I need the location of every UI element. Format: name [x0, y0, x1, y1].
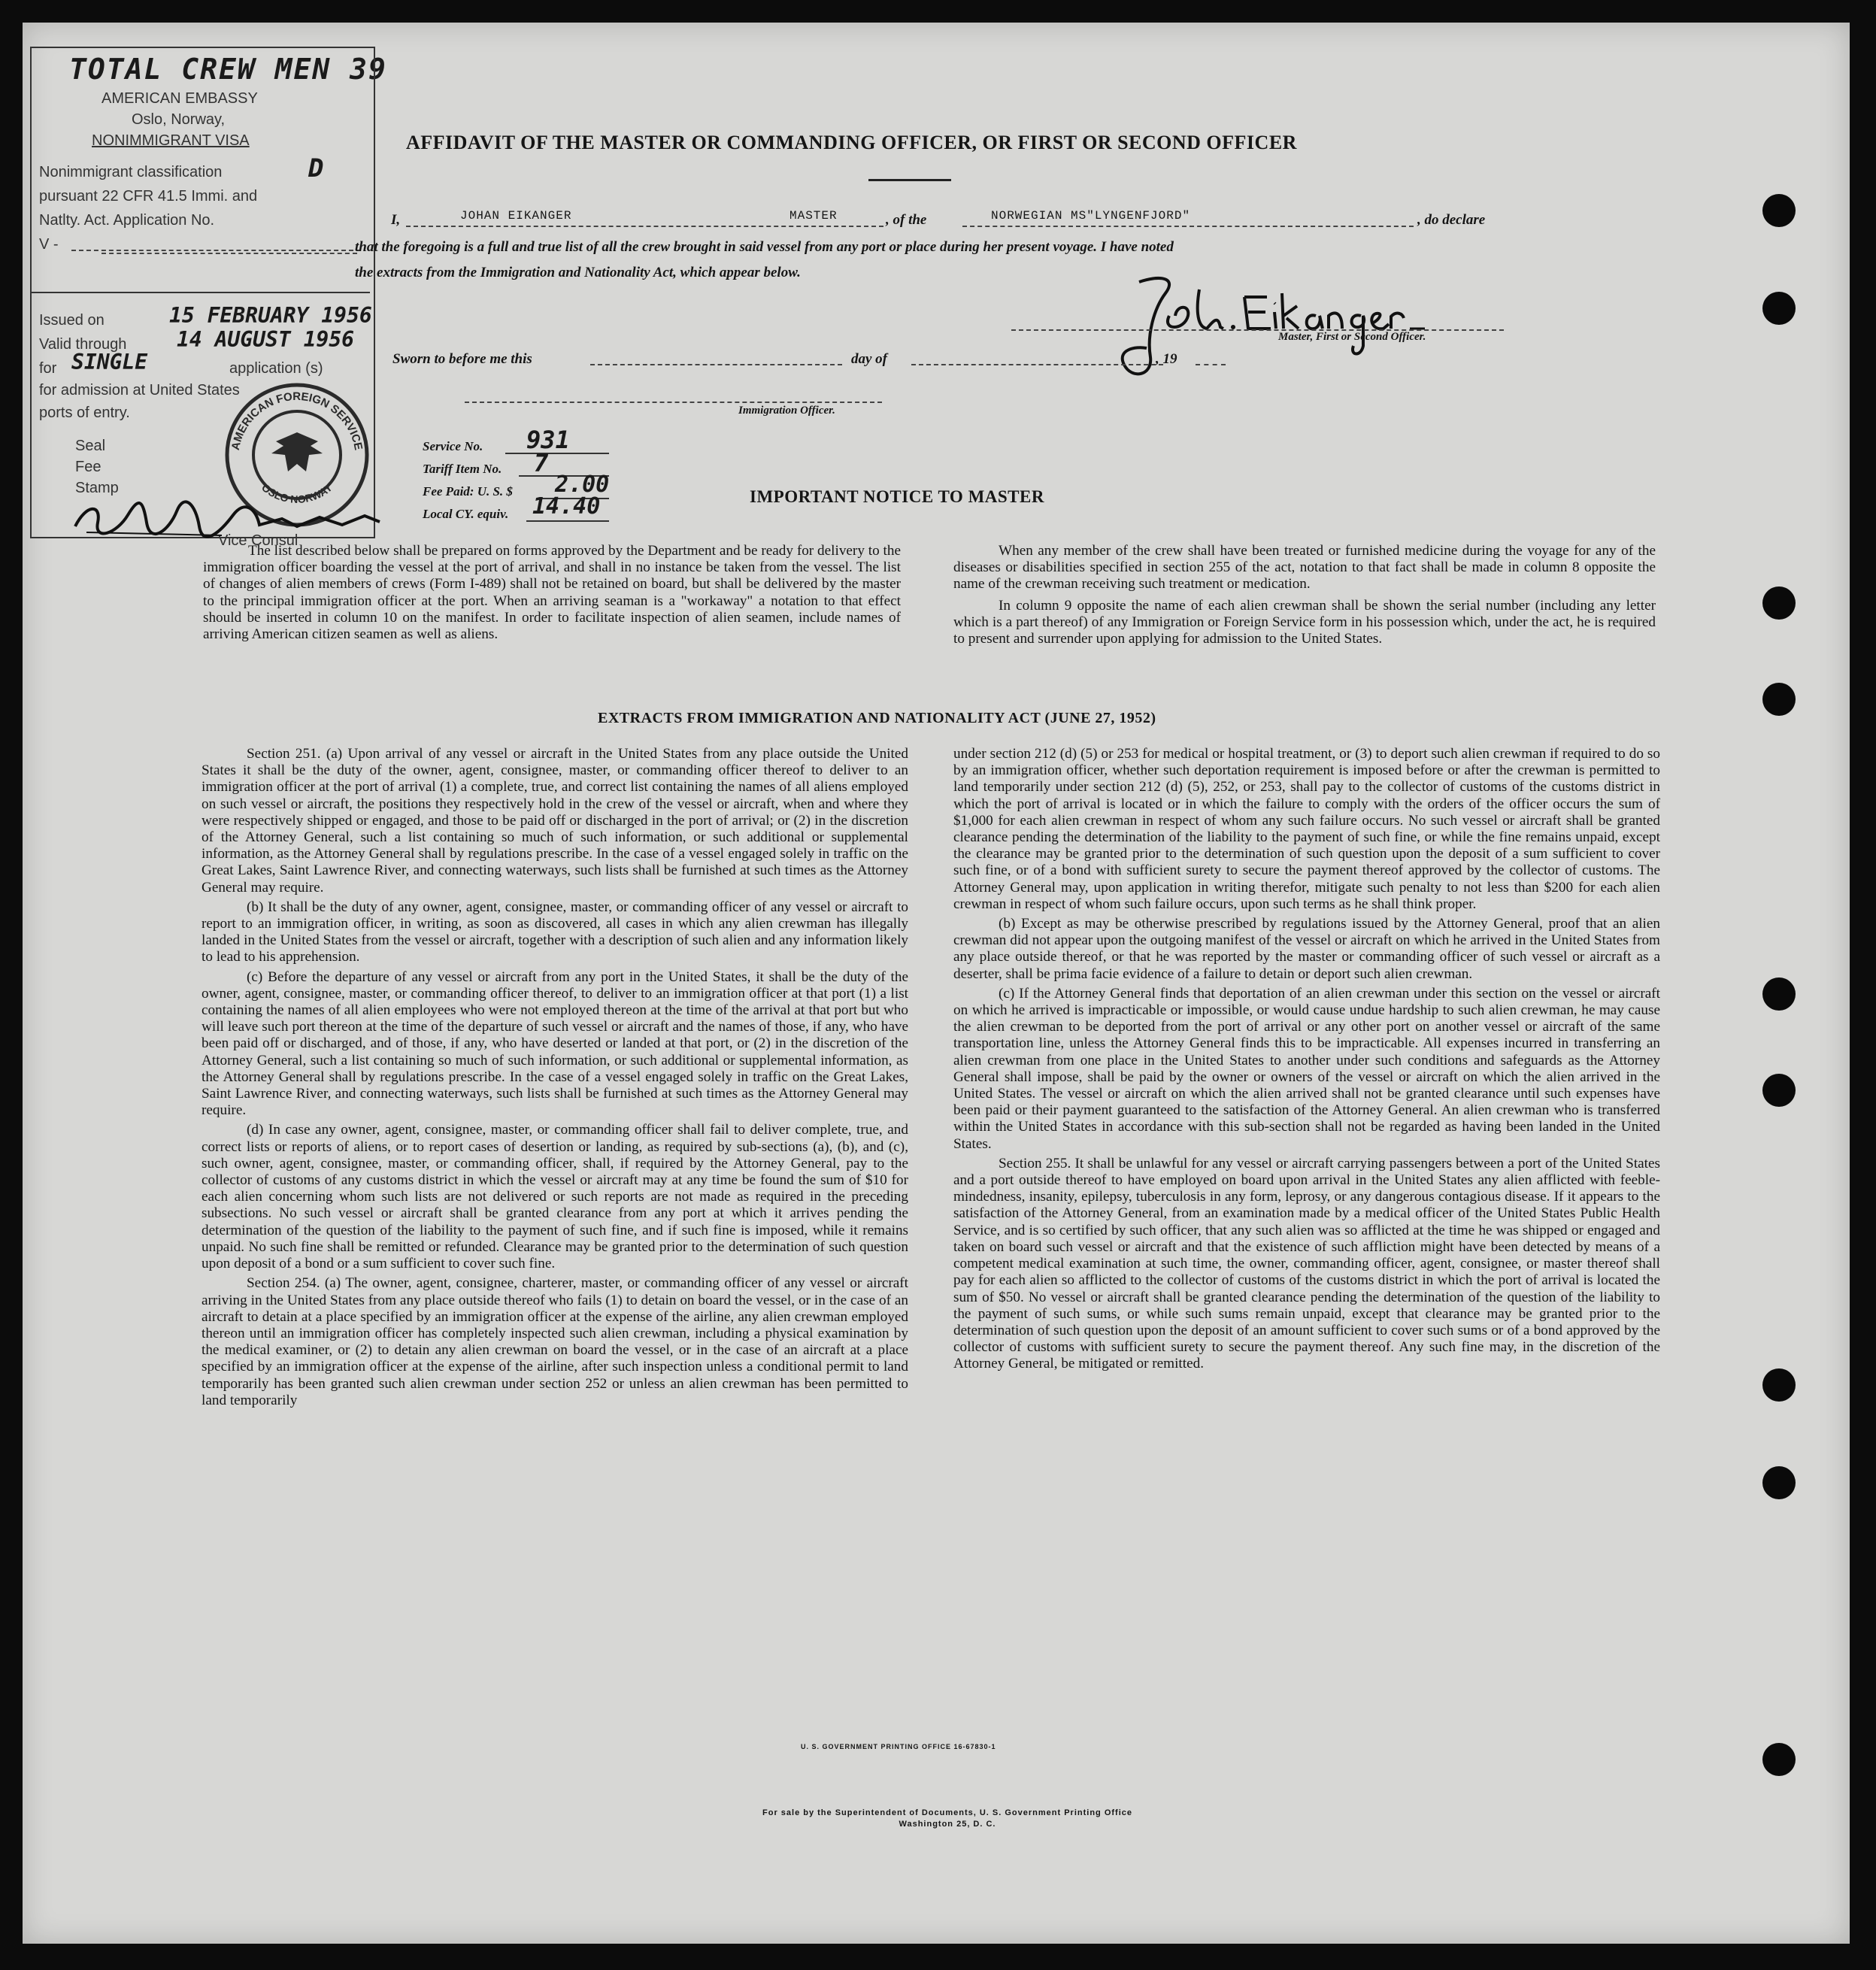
section-251-c: (c) Before the departure of any vessel or aircraft from any port in the United States, it shall be the duty of the owner, agent, consignee, master, or commanding officer thereof, to deliver to an immigration officer at that port (1) a list containing the names of all alien employees who were not employed thereon at the time of the arrival at that port but who will leave such port thereon at the time of the departure of such vessel or aircraft and the names of those, if any, who have been paid off or discharged, and of those, if any, who have deserted or landed at that port, or (2) in the discretion of the Attorney General, such a list containing so much of such information, or such additional or supplemental information, as the Attorney General shall by regulations prescribe. In the case of a vessel engaged solely in traffic on the Great Lakes, Saint Lawrence River, and connecting waterways, such lists shall be furnished at such times as the Attorney General may require. [202, 968, 908, 1119]
seal-ring-text: AMERICAN FOREIGN SERVICE [229, 389, 365, 452]
extracts-title: EXTRACTS FROM IMMIGRATION AND NATIONALITY ACT (JUNE 27, 1952) [598, 710, 1156, 726]
punch-hole [1762, 1466, 1796, 1499]
stamp-visa-type: NONIMMIGRANT VISA [92, 132, 250, 149]
gpo-imprint: U. S. GOVERNMENT PRINTING OFFICE 16-67830-1 [801, 1743, 996, 1750]
affidavit-do-declare: , do declare [1417, 212, 1486, 228]
extracts-right-column [953, 746, 1660, 1373]
tariff-label: Tariff Item No. [423, 462, 502, 476]
punch-hole [1762, 683, 1796, 716]
stamp-classification-label: Nonimmigrant classification [39, 164, 223, 180]
immigration-officer-caption: Immigration Officer. [738, 405, 835, 417]
year-label: , 19 [1156, 351, 1177, 367]
stamp-issued-label: Issued on [39, 312, 105, 329]
section-251-a: Section 251. (a) Upon arrival of any vessel or aircraft in the United States from any place outside the United States it shall be the duty of the owner, agent, consignee, master, or commanding officer thereof to deliver to an immigration officer at the port of arrival (1) a complete, true, and correct list containing the names of all aliens employed on such vessel or aircraft, the positions they respectively hold in the crew of the vessel or aircraft, when and where they were respectively shipped or engaged, and those to be paid off or discharged in the port of arrival; or (2) in the discretion of the Attorney General, such a list containing so much of such information, or such additional or supplemental information, as the Attorney General shall by regulations prescribe. In the case of a vessel engaged solely in traffic on the Great Lakes, Saint Lawrence River, and connecting waterways, such lists shall be furnished at such times as the Attorney General may require. [202, 746, 908, 896]
affidavit-of-the: , of the [886, 212, 927, 228]
notice-right-paragraph-2: In column 9 opposite the name of each alien crewman shall be shown the serial number (including any letter which is a part thereof) of any Immigration or Foreign Service form in his possession which, under the act, he is required to present and surrender upon applying for admission to the United States. [953, 597, 1656, 647]
stamp-natlty: Natlty. Act. Application No. [39, 212, 215, 229]
fee-paid-label: Fee Paid: U. S. $ [423, 484, 513, 499]
stamp-city: Oslo, Norway, [132, 111, 226, 128]
notice-title: IMPORTANT NOTICE TO MASTER [750, 487, 1044, 506]
stamp-for-value: SINGLE [71, 350, 148, 374]
section-254-c: (c) If the Attorney General finds that deportation of an alien crewman under this section on the vessel or aircraft on which he arrived is impracticable or impossible, or would cause undue hardship to such alien crewman, he may cause the alien crewman to be deported from the port of arrival or any other port on another vessel or aircraft of the same transportation line, unless the Attorney General finds this to be impracticable. All expenses incurred in transferring an alien crewman from one place in the United States to another under such conditions and safeguards as the Attorney General shall impose, shall be paid by the owner or owners of the vessel or aircraft on which the alien arrived in the United States. The vessel or aircraft on which the alien arrived shall not be granted clearance until such expenses have been paid or their payment guaranteed to the satisfaction of the Attorney General. An alien crewman who is transferred within the United States in accordance with this sub-section shall not be regarded as having been landed in the United States. [953, 985, 1660, 1152]
punch-hole [1762, 292, 1796, 325]
notice-left-paragraph: The list described below shall be prepared on forms approved by the Department and be ready for delivery to the immigration officer boarding the vessel at the port of arrival, and shall in no instance be taken from the vessel. The list of changes of alien members of crews (Form I-489) shall not be retained on board, but shall be delivered by the master to the principal immigration officer at the port. When an arriving seaman is a "workaway" a notation to that effect should be inserted in column 10 on the manifest. In order to facilitate inspection of alien seamen, include names of arriving American citizen seamen as well as aliens. [203, 543, 901, 643]
master-rank: MASTER [789, 209, 838, 223]
stamp-fee: Fee [75, 459, 102, 475]
local-cy-label: Local CY. equiv. [423, 507, 509, 521]
sale-line-1: For sale by the Superintendent of Documents, U. S. Government Printing Office [762, 1808, 1132, 1817]
sworn-label: Sworn to before me this [392, 351, 532, 367]
section-254-a: Section 254. (a) The owner, agent, consignee, charterer, master, or commanding officer of any vessel or aircraft arriving in the United States from any place outside thereof who fails (1) to detain on board the vessel, or in the case of an aircraft to detain at a place specified by an immigration officer at the expense of the airline, any alien crewman employed thereon until an immigration officer has completely inspected such alien crewman, including a physical examination by the medical examiner, or (2) to detain any alien crewman on board the vessel, or in the case of an aircraft at a place specified by an immigration officer at the expense of the airline, after such inspection unless a conditional permit to land temporarily has been granted such alien crewman under section 252 or unless an alien crewman has been permitted to land temporarily [202, 1275, 908, 1408]
affidavit-i-label: I, [391, 212, 401, 228]
punch-hole [1762, 194, 1796, 227]
local-cy-value: 14.40 [532, 493, 601, 520]
punch-hole [1762, 586, 1796, 620]
affidavit-line-3: the extracts from the Immigration and Nationality Act, which appear below. [355, 265, 801, 280]
day-of-label: day of [851, 351, 888, 367]
punch-hole [1762, 977, 1796, 1011]
stamp-embassy: AMERICAN EMBASSY [102, 90, 258, 107]
fee-paid-value: 2.00 [555, 471, 610, 498]
signature-caption: Master, First or Second Officer. [1278, 331, 1426, 343]
stamp-admission: for admission at United States [39, 382, 240, 399]
stamp-application-label: application (s) [229, 360, 323, 377]
notice-left-column [203, 543, 901, 643]
stamp-seal: Seal [75, 438, 106, 454]
affidavit-title: AFFIDAVIT OF THE MASTER OR COMMANDING OFFICER, OR FIRST OR SECOND OFFICER [406, 132, 1297, 153]
tariff-value: 7 [534, 449, 549, 477]
extracts-left-column [202, 746, 908, 1409]
stamp-classification-value: D [308, 153, 324, 183]
punch-hole [1762, 1368, 1796, 1402]
stamp-v: V - [39, 236, 59, 253]
stamp-for-label: for [39, 360, 57, 377]
vessel-name: NORWEGIAN MS"LYNGENFJORD" [991, 209, 1191, 223]
seal-bottom-text: OSLO NORWAY [259, 480, 335, 506]
stamp-valid-value: 14 AUGUST 1956 [177, 327, 355, 352]
sale-line-2: Washington 25, D. C. [899, 1820, 996, 1829]
stamp-vice-consul: Vice Consul [218, 532, 299, 549]
section-255: Section 255. It shall be unlawful for any vessel or aircraft carrying passengers between a port of the United States and a port outside thereof to have employed on board upon arrival in the United States any alien afflicted with feeble-mindedness, insanity, epilepsy, tuberculosis in any form, leprosy, or any dangerous contagious disease. If it appears to the satisfaction of the Attorney General, from an examination made by a medical officer of the United States Public Health Service, and is so certified by such officer, that any such alien was so afflicted at the time he was shipped or engaged and taken on board such vessel or aircraft and that the existence of such affliction might have been detected by means of a competent medical examination at such time, the owner, commanding officer, agent, consignee, or master thereof shall pay for each alien so afflicted to the collector of customs of the customs district in which the port of arrival is located the sum of $50. No vessel or aircraft shall be granted clearance pending the determination of the question of the liability to the payment of such sums, or while such sums remain unpaid, except that clearance may be granted prior to the determination of such question upon the deposit of an amount sufficient to cover such sums or of a bond approved by the collector of customs with sufficient surety to secure the payment thereof. Any such fine may, in the discretion of the Attorney General, be mitigated or remitted. [953, 1155, 1660, 1372]
total-crew-annotation: TOTAL CREW MEN 39 [69, 53, 387, 86]
stamp-valid-label: Valid through [39, 336, 127, 353]
section-254-b: (b) Except as may be otherwise prescribed by regulations issued by the Attorney General, proof that an alien crewman did not appear upon the outgoing manifest of the vessel or aircraft on which he arrived in the United States from any place outside thereof, or that he was reported by the master or commanding officer of such vessel or aircraft as a deserter, shall be prima facie evidence of a failure to detain or deport such alien crewman. [953, 916, 1660, 982]
punch-hole [1762, 1074, 1796, 1107]
service-no-value: 931 [526, 426, 570, 454]
notice-right-paragraph-1: When any member of the crew shall have been treated or furnished medicine during the voyage for any of the diseases or disabilities specified in section 255 of the act, notation to that fact shall be made in column 8 opposite the name of the crewman receiving such treatment or medication. [953, 543, 1656, 593]
consul-signature-icon [71, 496, 387, 541]
stamp-ports: ports of entry. [39, 405, 130, 421]
section-251-b: (b) It shall be the duty of any owner, agent, consignee, master, or commanding officer of any vessel or aircraft to report to an immigration officer, in writing, as soon as discovered, all cases in which any alien crewman has illegally landed in the United States from the vessel or aircraft, together with a description of such alien and any information likely to lead to his apprehension. [202, 899, 908, 965]
notice-right-column [953, 543, 1656, 647]
master-name: JOHAN EIKANGER [460, 209, 572, 223]
section-251-d: (d) In case any owner, agent, consignee, master, or commanding officer shall fail to deliver complete, true, and correct lists or reports of aliens, or to report cases of desertion or landing, as required by sub-sections (a), (b), and (c), such owner, agent, consignee, master, or commanding officer, shall, if required by the Attorney General, pay to the collector of customs of any customs district in which the vessel or aircraft may at any time be found the sum of $10 for each alien concerning whom such lists are not delivered or such reports are not made as required in the preceding subsections. No such vessel or aircraft shall be granted clearance from any port at which it arrives pending the determination of the question of the liability to the payment of such fine, and if such fine is imposed, while it remains unpaid. No such fine shall be remitted or refunded. Clearance may be granted prior to the determination of such question upon deposit of a bond or a sum sufficient to cover such fine. [202, 1122, 908, 1272]
punch-hole [1762, 1743, 1796, 1776]
section-254-a-continued: under section 212 (d) (5) or 253 for medical or hospital treatment, or (3) to deport such alien crewman if required to do so by an immigration officer, whether such deportation requirement is imposed before or after the crewman is permitted to land temporarily under section 212 (d) (5), 252, or 253, shall pay to the collector of customs of the customs district in which the port of arrival is located or in which the failure to comply with the orders of the officer occurs the sum of $1,000 for each alien crewman in respect of whom any such failure occurs. No such vessel or aircraft shall be granted clearance pending the determination of the liability to the payment of such fine, or while the fine remains unpaid, except the clearance may be granted prior to the determination of such question upon the deposit of a sum sufficient to cover such fine, or of a bond with sufficient surety to secure the payment thereof approved by the collector of customs. The Attorney General may, upon application in writing therefor, mitigate such penalty to not less than $200 for each alien crewman in respect of whom such failure occurs, upon such terms as he shall think proper. [953, 746, 1660, 912]
affidavit-line-2: that the foregoing is a full and true list of all the crew brought in said vessel from any port or place during her present voyage. I have noted [355, 239, 1174, 255]
stamp-issued-value: 15 FEBRUARY 1956 [169, 303, 372, 328]
stamp-pursuant: pursuant 22 CFR 41.5 Immi. and [39, 188, 258, 205]
service-no-label: Service No. [423, 439, 483, 453]
stamp-stamp: Stamp [75, 480, 119, 496]
